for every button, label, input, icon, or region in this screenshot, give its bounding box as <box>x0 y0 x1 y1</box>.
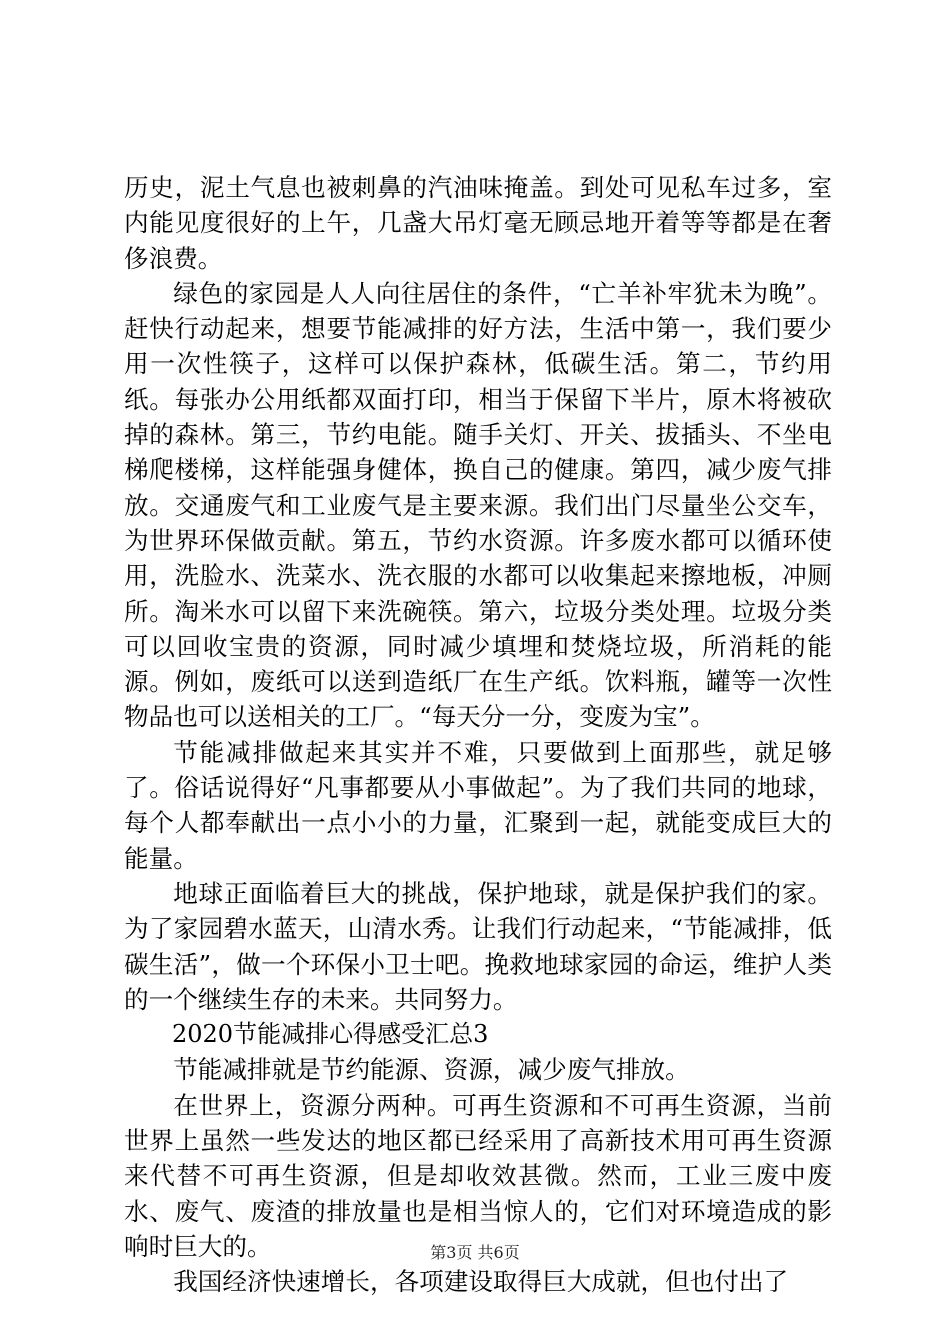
paragraph-economy: 我国经济快速增长，各项建设取得巨大成就，但也付出了 <box>173 1267 789 1297</box>
paragraph-not-difficult: 节能减排做起来其实并不难，只要做到上面那些，就足够了。俗话说得好“凡事都要从小事做起”。为了我们共同的地球，每个人都奉献出一点小小的力量，汇聚到一起，就能变成巨大的能量。 <box>124 737 832 873</box>
paragraph-continuation: 历史，泥土气息也被刺鼻的汽油味掩盖。到处可见私车过多，室内能见度很好的上午，几盏大吊灯毫无顾忌地开着等等都是在奢侈浪费。 <box>124 173 832 273</box>
paragraph-definition: 节能减排就是节约能源、资源，减少废气排放。 <box>173 1055 690 1085</box>
paragraph-resources: 在世界上，资源分两种。可再生资源和不可再生资源，当前世界上虽然一些发达的地区都已经采用了高新技术用可再生资源来代替不可再生资源，但是却收效甚微。然而，工业三废中废水、废气、废渣的排放量也是相当惊人的，它们对环境造成的影响时巨大的。 <box>124 1090 832 1261</box>
section-heading: 2020节能减排心得感受汇总3 <box>172 1020 489 1049</box>
paragraph-green-home: 绿色的家园是人人向往居住的条件，“亡羊补牢犹未为晚”。赶快行动起来，想要节能减排的好方法，生活中第一，我们要少用一次性筷子，这样可以保护森林，低碳生活。第二，节约用纸。每张办公用纸都双面打印，相当于保留下半片，原木将被砍掉的森林。第三，节约电能。随手关灯、开关、拔插头、不坐电梯爬楼梯，这样能强身健体，换自己的健康。第四，减少废气排放。交通废气和工业废气是主要来源。我们出门尽量坐公交车，为世界环保做贡献。第五，节约水资源。许多废水都可以循环使用，洗脸水、洗菜水、洗衣服的水都可以收集起来擦地板，冲厕所。淘米水可以留下来洗碗筷。第六，垃圾分类处理。垃圾分类可以回收宝贵的资源，同时减少填埋和焚烧垃圾，所消耗的能源。例如，废纸可以送到造纸厂在生产纸。饮料瓶，罐等一次性物品也可以送相关的工厂。“每天分一分，变废为宝”。 <box>124 278 832 732</box>
page-number: 第3页 共6页 <box>430 1243 520 1262</box>
page-footer <box>0 1243 950 1263</box>
paragraph-earth-challenge: 地球正面临着巨大的挑战，保护地球，就是保护我们的家。为了家园碧水蓝天，山清水秀。让我们行动起来，“节能减排，低碳生活”，做一个环保小卫士吧。挽救地球家园的命运，维护人类的一个继续生存的未来。共同努力。 <box>124 878 832 1014</box>
document-body <box>124 170 832 1300</box>
